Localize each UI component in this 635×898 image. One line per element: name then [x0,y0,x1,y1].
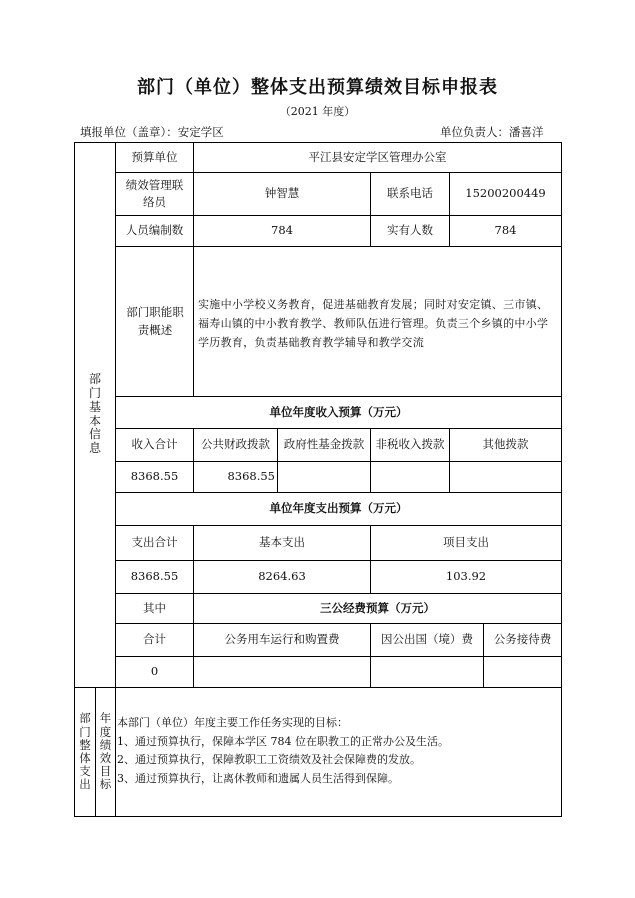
contact-name: 钟智慧 [264,186,300,201]
sangong-val-reception [484,657,561,687]
phone-label: 联系电话 [387,186,433,201]
expense-heading: 单位年度支出预算（万元） [269,501,408,516]
sangong-col-total: 合计 [143,632,166,647]
income-val-public: 8368.55 [227,469,275,484]
page-title: 部门（单位）整体支出预算绩效目标申报表 [137,77,498,98]
income-val-nontax [371,462,449,492]
income-val-total: 8368.55 [130,469,179,484]
income-col-other: 其他拨款 [482,437,529,452]
budget-unit-label: 预算单位 [131,149,178,164]
income-val-other [450,462,561,492]
goals-intro: 本部门（单位）年度主要工作任务实现的目标： [117,716,348,729]
sangong-label-left: 其中 [143,600,166,615]
income-col-total: 收入合计 [131,437,178,452]
sangong-val-vehicle [194,657,370,687]
expense-col-basic: 基本支出 [259,535,305,550]
section-annual-goal-label: 年度绩效目标 [99,711,112,792]
goal-item: 3、通过预算执行，让离休教师和遗属人员生活得到保障。 [117,771,399,785]
sangong-val-total: 0 [150,664,159,679]
income-col-nontax: 非税收入拨款 [375,437,445,452]
expense-col-total: 支出合计 [131,535,178,550]
fill-unit-label: 填报单位（盖章）：安定学区 [80,125,224,139]
staffing-value: 784 [271,223,293,238]
expense-val-basic: 8264.63 [258,569,306,584]
expense-val-total: 8368.55 [130,569,179,584]
year-label: （2021 年度） [279,105,356,118]
responsible-person-label: 单位负责人：潘喜洋 [440,125,544,139]
expense-col-project: 项目支出 [443,535,489,550]
section-overall-expense-label: 部门整体支出 [79,711,91,792]
sangong-heading: 三公经费预算（万元） [320,600,435,615]
income-col-public: 公共财政拨款 [201,437,270,452]
sangong-val-abroad [371,657,483,687]
budget-unit-value: 平江县安定学区管理办公室 [308,149,447,164]
income-val-fund [278,462,370,492]
income-heading: 单位年度收入预算（万元） [269,404,408,419]
income-col-fund: 政府性基金拨款 [283,437,365,452]
duties-text: 实施中小学校义务教育，促进基础教育发展；同时对安定镇、三市镇、福寿山镇的中小教育教学、教师队伍进行管理。负责三个乡镇的中小学学历教育，负责基础教育教学辅导和教学交流 [198,298,549,349]
goals-block [117,714,557,788]
goal-item: 2、通过预算执行，保障教职工工资绩效及社会保障费的发放。 [117,753,421,766]
phone-value: 15200200449 [465,186,546,201]
sangong-col-vehicle: 公务用车运行和购置费 [224,632,340,647]
sangong-col-abroad: 因公出国（境）费 [381,632,473,647]
expense-val-project: 103.92 [445,569,487,584]
staffing-label: 人员编制数 [125,223,184,238]
section-basic-info-label: 部门基本信息 [88,372,101,456]
goal-item: 1、通过预算执行，保障本学区 784 位在职教工的正常办公及生活。 [117,734,449,748]
contact-label: 绩效管理联络员 [125,177,184,209]
sangong-col-reception: 公务接待费 [493,632,552,647]
actual-staff-label: 实有人数 [387,223,433,238]
actual-staff-value: 784 [494,223,517,238]
duties-label: 部门职能职责概述 [126,305,184,337]
